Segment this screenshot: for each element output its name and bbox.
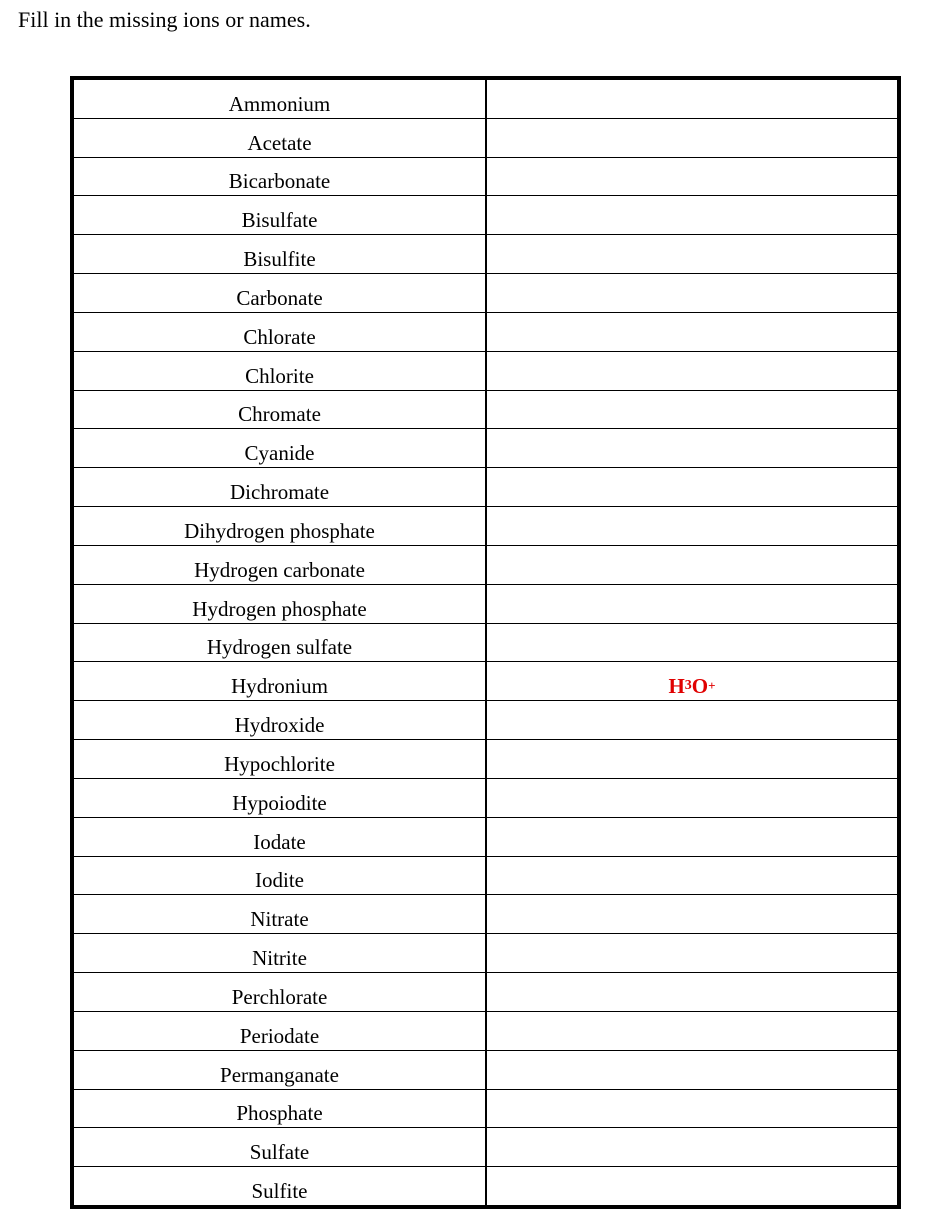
table-row (74, 1089, 897, 1128)
ion-formula-cell[interactable] (487, 313, 897, 351)
ion-name-cell: Bicarbonate (74, 158, 487, 196)
ion-formula-cell[interactable] (487, 818, 897, 856)
table-row (74, 623, 897, 662)
ion-formula-cell[interactable] (487, 895, 897, 933)
ion-name-cell: Hypochlorite (74, 740, 487, 778)
table-row (74, 195, 897, 234)
ion-name-cell: Chromate (74, 391, 487, 429)
ion-name-cell: Iodate (74, 818, 487, 856)
ion-formula-cell[interactable] (487, 585, 897, 623)
ion-name-cell: Nitrate (74, 895, 487, 933)
ion-formula-cell[interactable] (487, 507, 897, 545)
ion-formula-cell[interactable] (487, 1128, 897, 1166)
table-row (74, 972, 897, 1011)
ion-formula-cell[interactable] (487, 158, 897, 196)
ion-formula-cell[interactable] (487, 1051, 897, 1089)
ion-name-cell: Hypoiodite (74, 779, 487, 817)
table-row (74, 506, 897, 545)
table-row (74, 390, 897, 429)
instructions-text: Fill in the missing ions or names. (18, 7, 311, 32)
table-row (74, 118, 897, 157)
ion-name-cell: Sulfite (74, 1167, 487, 1205)
ion-formula-cell[interactable] (487, 196, 897, 234)
table-row (74, 273, 897, 312)
formula-base: O (691, 674, 709, 699)
table-row (74, 312, 897, 351)
formula-base: H (668, 674, 685, 699)
ion-table (70, 76, 901, 1209)
formula-subscript: 3 (684, 678, 692, 694)
ion-formula-cell[interactable] (487, 429, 897, 467)
table-row (74, 1166, 897, 1205)
ion-name-cell: Dihydrogen phosphate (74, 507, 487, 545)
ion-name-cell: Hydrogen phosphate (74, 585, 487, 623)
table-row (74, 894, 897, 933)
ion-formula-cell[interactable] (487, 973, 897, 1011)
ion-formula-cell[interactable] (487, 701, 897, 739)
table-row (74, 933, 897, 972)
table-row (74, 234, 897, 273)
table-row (74, 856, 897, 895)
table-row (74, 157, 897, 196)
ion-formula-cell[interactable] (487, 1167, 897, 1205)
ion-formula-cell[interactable] (487, 391, 897, 429)
ion-name-cell: Cyanide (74, 429, 487, 467)
formula-superscript: + (708, 678, 716, 694)
table-row (74, 817, 897, 856)
ion-name-cell: Acetate (74, 119, 487, 157)
table-row (74, 428, 897, 467)
ion-name-cell: Hydrogen sulfate (74, 624, 487, 662)
table-row (74, 739, 897, 778)
ion-formula-cell[interactable] (487, 779, 897, 817)
ion-name-cell: Hydronium (74, 662, 487, 700)
ion-name-cell: Nitrite (74, 934, 487, 972)
table-row (74, 700, 897, 739)
ion-name-cell: Carbonate (74, 274, 487, 312)
table-row (74, 545, 897, 584)
ion-name-cell: Bisulfite (74, 235, 487, 273)
ion-name-cell: Sulfate (74, 1128, 487, 1166)
ion-formula-cell[interactable] (487, 119, 897, 157)
ion-formula-cell[interactable] (487, 857, 897, 895)
ion-formula-cell[interactable] (487, 1090, 897, 1128)
ion-name-cell: Iodite (74, 857, 487, 895)
ion-name-cell: Chlorite (74, 352, 487, 390)
ion-name-cell: Chlorate (74, 313, 487, 351)
ion-formula-cell[interactable] (487, 352, 897, 390)
ion-formula-cell[interactable] (487, 80, 897, 118)
table-row (74, 1011, 897, 1050)
ion-name-cell: Ammonium (74, 80, 487, 118)
ion-name-cell: Periodate (74, 1012, 487, 1050)
ion-name-cell: Bisulfate (74, 196, 487, 234)
ion-formula-cell[interactable] (487, 235, 897, 273)
ion-name-cell: Phosphate (74, 1090, 487, 1128)
ion-name-cell: Hydroxide (74, 701, 487, 739)
ion-formula-cell[interactable] (487, 1012, 897, 1050)
ion-formula-cell[interactable] (487, 274, 897, 312)
table-row (74, 778, 897, 817)
table-row (74, 467, 897, 506)
ion-formula-cell[interactable] (487, 546, 897, 584)
ion-name-cell: Hydrogen carbonate (74, 546, 487, 584)
table-row (74, 661, 897, 700)
table-row (74, 80, 897, 118)
ion-name-cell: Permanganate (74, 1051, 487, 1089)
table-row (74, 351, 897, 390)
ion-formula-cell[interactable] (487, 934, 897, 972)
ion-formula-cell[interactable] (487, 662, 897, 700)
ion-formula-cell[interactable] (487, 468, 897, 506)
table-row (74, 1127, 897, 1166)
ion-name-cell: Perchlorate (74, 973, 487, 1011)
table-row (74, 1050, 897, 1089)
ion-name-cell: Dichromate (74, 468, 487, 506)
ion-formula-cell[interactable] (487, 740, 897, 778)
table-row (74, 584, 897, 623)
ion-formula-cell[interactable] (487, 624, 897, 662)
